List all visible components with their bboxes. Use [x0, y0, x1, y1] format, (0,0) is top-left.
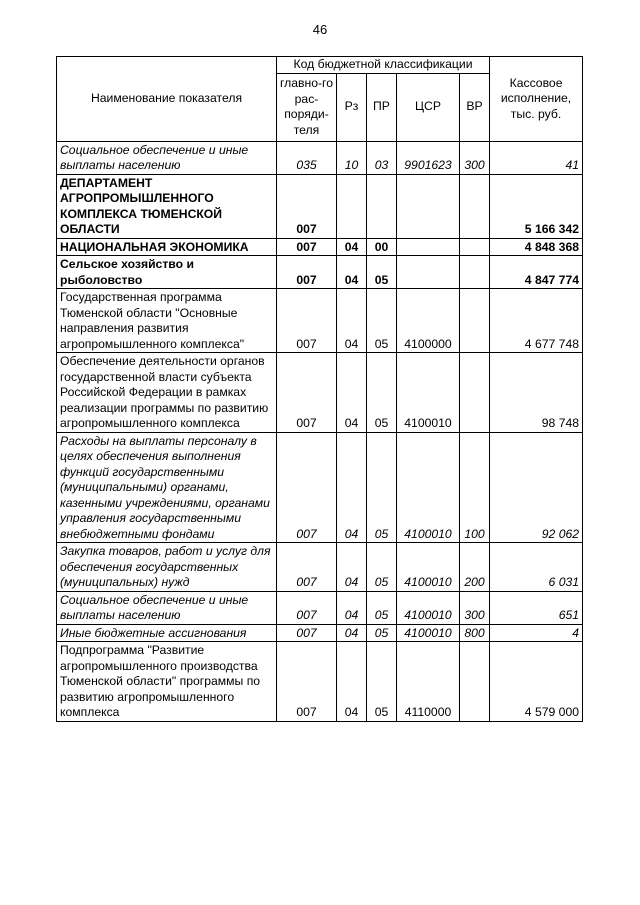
cell-rz: 04 [337, 624, 367, 642]
cell-rz: 04 [337, 642, 367, 722]
cell-pr [367, 174, 397, 238]
cell-pr: 05 [367, 289, 397, 353]
cell-name: Иные бюджетные ассигнования [57, 624, 277, 642]
cell-name: Государственная программа Тюменской области "Основные направления развития агропромышленного комплекса" [57, 289, 277, 353]
cell-name: Закупка товаров, работ и услуг для обеспечения государственных (муниципальных) нужд [57, 543, 277, 592]
table-row [57, 432, 583, 543]
table-row [57, 238, 583, 256]
cell-rz: 04 [337, 256, 367, 289]
cell-pr: 05 [367, 432, 397, 543]
cell-vr: 300 [460, 141, 490, 174]
header-rz: Рз [337, 73, 367, 141]
table-row [57, 624, 583, 642]
cell-vr [460, 353, 490, 433]
cell-rz: 04 [337, 591, 367, 624]
cell-amount: 4 579 000 [490, 642, 583, 722]
cell-grbs: 007 [277, 289, 337, 353]
cell-vr: 200 [460, 543, 490, 592]
cell-csr: 4100000 [397, 289, 460, 353]
cell-vr [460, 174, 490, 238]
cell-pr: 00 [367, 238, 397, 256]
table-row [57, 591, 583, 624]
cell-grbs: 007 [277, 591, 337, 624]
cell-grbs: 007 [277, 642, 337, 722]
cell-amount: 4 848 368 [490, 238, 583, 256]
cell-csr: 4110000 [397, 642, 460, 722]
table-body [57, 141, 583, 721]
cell-rz: 04 [337, 289, 367, 353]
table-row [57, 642, 583, 722]
table-row [57, 543, 583, 592]
cell-amount: 6 031 [490, 543, 583, 592]
cell-name: Подпрограмма "Развитие агропромышленного производства Тюменской области" программы по развитию агропромышленного комплекса [57, 642, 277, 722]
cell-csr: 9901623 [397, 141, 460, 174]
cell-csr [397, 256, 460, 289]
cell-grbs: 007 [277, 543, 337, 592]
cell-rz: 04 [337, 353, 367, 433]
cell-rz: 04 [337, 238, 367, 256]
header-vr: ВР [460, 73, 490, 141]
header-pr: ПР [367, 73, 397, 141]
cell-grbs: 007 [277, 353, 337, 433]
cell-rz: 04 [337, 543, 367, 592]
table-row [57, 353, 583, 433]
cell-csr: 4100010 [397, 543, 460, 592]
cell-rz: 04 [337, 432, 367, 543]
cell-csr: 4100010 [397, 353, 460, 433]
table-row [57, 141, 583, 174]
cell-pr: 05 [367, 256, 397, 289]
cell-csr: 4100010 [397, 591, 460, 624]
cell-pr: 05 [367, 353, 397, 433]
cell-name: ДЕПАРТАМЕНТ АГРОПРОМЫШЛЕННОГО КОМПЛЕКСА ТЮМЕНСКОЙ ОБЛАСТИ [57, 174, 277, 238]
page-number: 46 [312, 22, 328, 37]
cell-name: Сельское хозяйство и рыболовство [57, 256, 277, 289]
cell-pr: 05 [367, 543, 397, 592]
cell-csr [397, 174, 460, 238]
header-grbs: главно-го рас-поряди-теля [277, 73, 337, 141]
cell-amount: 4 847 774 [490, 256, 583, 289]
header-budget-code-group: Код бюджетной классификации [277, 57, 490, 74]
cell-rz: 10 [337, 141, 367, 174]
cell-csr: 4100010 [397, 624, 460, 642]
table-row [57, 174, 583, 238]
cell-grbs: 007 [277, 624, 337, 642]
cell-rz [337, 174, 367, 238]
cell-amount: 98 748 [490, 353, 583, 433]
cell-name: Расходы на выплаты персоналу в целях обеспечения выполнения функций государственными (муниципальными) органами, казенными учреждениями, органами управления государственными внебюджетными фондами [57, 432, 277, 543]
cell-vr: 300 [460, 591, 490, 624]
cell-name: Обеспечение деятельности органов государственной власти субъекта Российской Федерации в рамках реализации программы по развитию агропромышленного комплекса [57, 353, 277, 433]
cell-vr [460, 238, 490, 256]
cell-amount: 41 [490, 141, 583, 174]
cell-vr [460, 642, 490, 722]
cell-name: Социальное обеспечение и иные выплаты населению [57, 591, 277, 624]
table-header [57, 57, 583, 142]
cell-csr [397, 238, 460, 256]
cell-grbs: 035 [277, 141, 337, 174]
cell-vr: 100 [460, 432, 490, 543]
table-row [57, 289, 583, 353]
cell-name: Социальное обеспечение и иные выплаты населению [57, 141, 277, 174]
cell-vr: 800 [460, 624, 490, 642]
cell-vr [460, 289, 490, 353]
cell-amount: 4 677 748 [490, 289, 583, 353]
cell-amount: 92 062 [490, 432, 583, 543]
cell-grbs: 007 [277, 238, 337, 256]
table-row [57, 256, 583, 289]
cell-pr: 05 [367, 591, 397, 624]
cell-pr: 05 [367, 642, 397, 722]
cell-amount: 651 [490, 591, 583, 624]
cell-name: НАЦИОНАЛЬНАЯ ЭКОНОМИКА [57, 238, 277, 256]
header-name: Наименование показателя [57, 57, 277, 142]
header-csr: ЦСР [397, 73, 460, 141]
cell-grbs: 007 [277, 256, 337, 289]
budget-table [56, 56, 583, 722]
header-amount: Кассовое исполнение, тыс. руб. [490, 57, 583, 142]
cell-grbs: 007 [277, 174, 337, 238]
cell-pr: 03 [367, 141, 397, 174]
cell-amount: 4 [490, 624, 583, 642]
cell-csr: 4100010 [397, 432, 460, 543]
cell-amount: 5 166 342 [490, 174, 583, 238]
cell-vr [460, 256, 490, 289]
cell-pr: 05 [367, 624, 397, 642]
cell-grbs: 007 [277, 432, 337, 543]
